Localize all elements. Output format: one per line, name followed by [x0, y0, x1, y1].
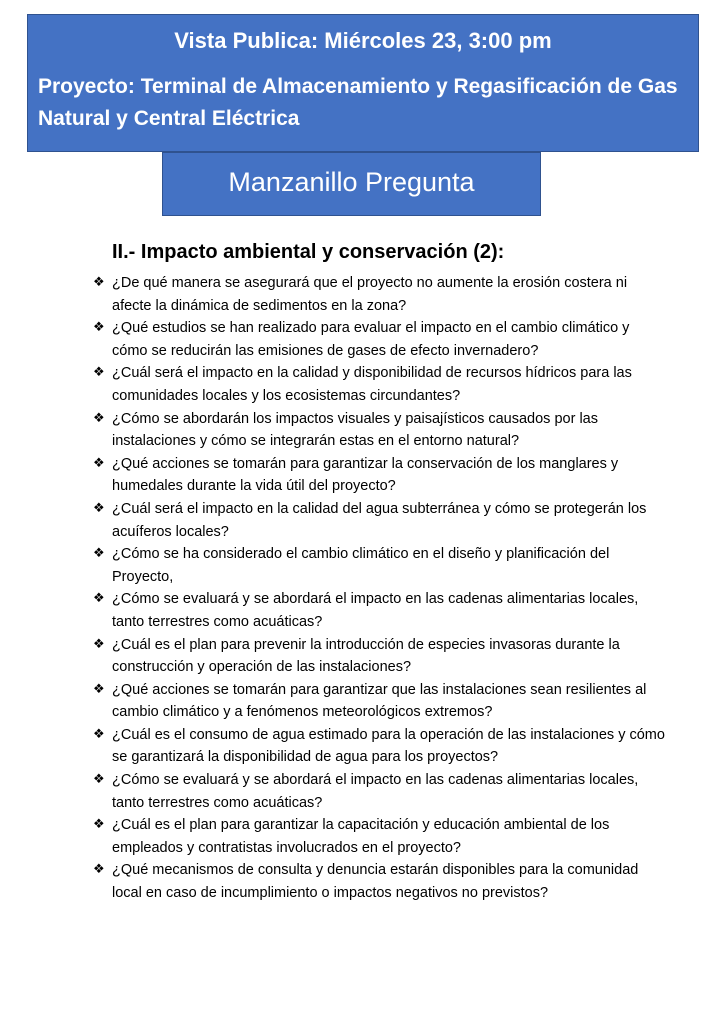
diamond-bullet-icon: ❖	[93, 726, 105, 742]
question-text: ¿Qué mecanismos de consulta y denuncia estarán disponibles para la comunidad local en caso de incumplimiento o impactos negativos no previstos?	[112, 862, 639, 902]
question-list	[0, 272, 725, 905]
question-item	[0, 317, 667, 362]
question-text: ¿Cómo se evaluará y se abordará el impacto en las cadenas alimentarias locales, tanto terrestres como acuáticas?	[112, 772, 639, 811]
question-item	[0, 453, 667, 498]
project-title-heading: Proyecto: Terminal de Almacenamiento y Regasificación de Gas Natural y Central Eléctrica	[38, 75, 678, 130]
question-item	[0, 724, 667, 769]
diamond-bullet-icon: ❖	[93, 591, 105, 607]
diamond-bullet-icon: ❖	[93, 636, 105, 652]
question-item	[0, 859, 667, 904]
diamond-bullet-icon: ❖	[93, 817, 105, 833]
question-text: ¿Qué acciones se tomarán para garantizar que las instalaciones sean resilientes al cambio climático y a fenómenos meteorológicos extremos?	[112, 681, 647, 721]
section-heading: II.- Impacto ambiental y conservación (2):	[112, 241, 505, 263]
question-item	[0, 588, 667, 633]
question-text: ¿Cuál es el consumo de agua estimado para la operación de las instalaciones y cómo se garantizará la disponibilidad de agua para los proyectos?	[112, 726, 665, 766]
diamond-bullet-icon: ❖	[93, 410, 105, 426]
page-title: Manzanillo Pregunta	[162, 152, 541, 216]
question-item	[0, 408, 667, 453]
question-text: ¿Cómo se abordarán los impactos visuales y paisajísticos causados por las instalaciones y cómo se integrarán estas en el entorno natural?	[112, 410, 598, 450]
diamond-bullet-icon: ❖	[93, 500, 105, 516]
question-text: ¿Qué estudios se han realizado para evaluar el impacto en el cambio climático y cómo se reducirán las emisiones de gases de efecto invernadero?	[112, 320, 630, 359]
hearing-date-heading: Vista Publica: Miércoles 23, 3:00 pm	[174, 28, 552, 53]
question-text: ¿Cómo se ha considerado el cambio climático en el diseño y planificación del Proyecto,	[112, 546, 610, 585]
diamond-bullet-icon: ❖	[93, 365, 105, 381]
header-banner	[27, 14, 699, 152]
question-item	[0, 543, 667, 588]
diamond-bullet-icon: ❖	[93, 862, 105, 878]
question-text: ¿Cuál es el plan para prevenir la introducción de especies invasoras durante la construcción y operación de las instalaciones?	[112, 636, 620, 676]
question-text: ¿Qué acciones se tomarán para garantizar la conservación de los manglares y humedales durante la vida útil del proyecto?	[112, 455, 619, 495]
question-item	[0, 362, 667, 407]
question-item	[0, 498, 667, 543]
diamond-bullet-icon: ❖	[93, 772, 105, 788]
diamond-bullet-icon: ❖	[93, 546, 105, 562]
question-item	[0, 679, 667, 724]
question-item	[0, 272, 667, 317]
diamond-bullet-icon: ❖	[93, 275, 105, 290]
diamond-bullet-icon: ❖	[93, 455, 105, 471]
diamond-bullet-icon: ❖	[93, 320, 105, 336]
question-text: ¿Cuál es el plan para garantizar la capacitación y educación ambiental de los empleados y contratistas involucrados en el proyecto?	[112, 817, 610, 856]
question-text: ¿Cómo se evaluará y se abordará el impacto en las cadenas alimentarias locales, tanto terrestres como acuáticas?	[112, 591, 639, 630]
question-item	[0, 769, 667, 814]
question-item	[0, 814, 667, 859]
question-item	[0, 634, 667, 679]
question-text: ¿Cuál será el impacto en la calidad y disponibilidad de recursos hídricos para las comunidades locales y los ecosistemas circundantes?	[112, 365, 632, 404]
question-text: ¿De qué manera se asegurará que el proyecto no aumente la erosión costera ni afecte la dinámica de sedimentos en la zona?	[112, 275, 628, 314]
diamond-bullet-icon: ❖	[93, 681, 105, 697]
question-text: ¿Cuál será el impacto en la calidad del agua subterránea y cómo se protegerán los acuíferos locales?	[112, 500, 647, 540]
